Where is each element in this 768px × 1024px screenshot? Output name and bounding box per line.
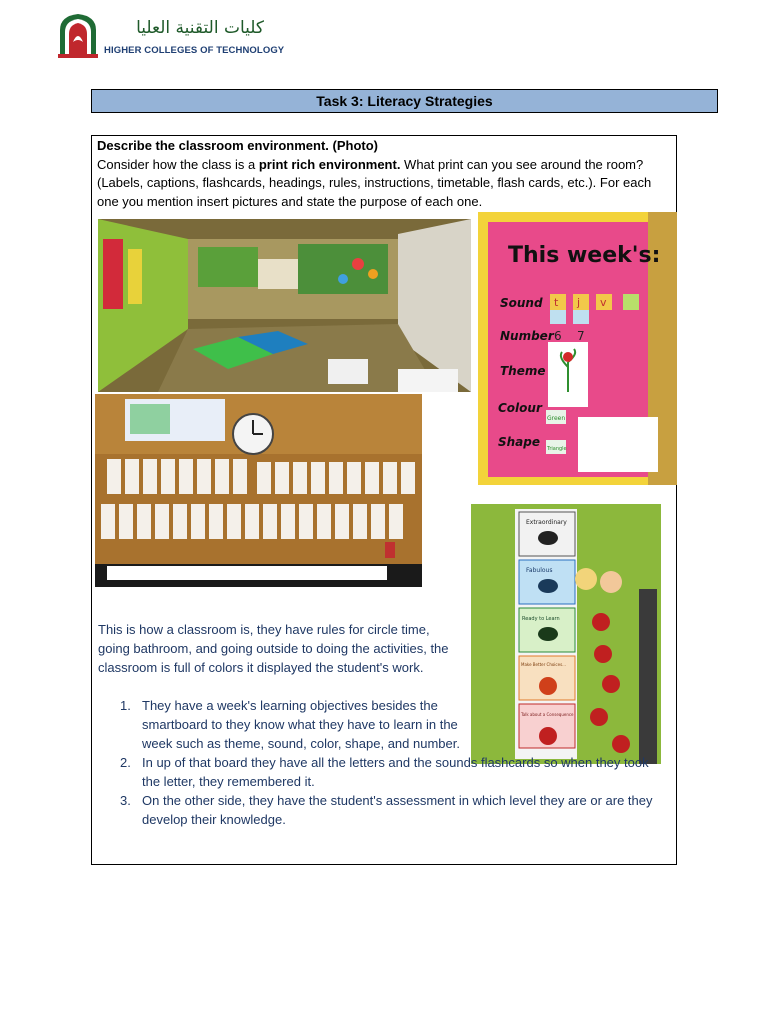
list-item-text: They have a week's learning objectives besides the smartboard to they know what they have to learn in the week such as theme, sound, color, shape, and number.	[142, 698, 460, 751]
list-item	[98, 696, 462, 753]
hct-logo	[56, 12, 285, 60]
board-title: This week's:	[508, 243, 661, 268]
chart-level-5: Talk about a Consequence	[521, 712, 574, 717]
prompt-line-pre: Consider how the class is a	[97, 156, 259, 172]
logo-arabic-text: كليات التقنية العليا	[136, 18, 264, 38]
board-sound-j: j	[577, 296, 581, 309]
prompt-line	[97, 156, 675, 175]
hct-emblem-icon	[56, 12, 100, 58]
answer-paragraph: This is how a classroom is, they have rules for circle time, going bathroom, and going outside to doing the activities, the classroom is full of colors it displayed the student's work.	[98, 622, 449, 675]
task-title: Task 3: Literacy Strategies	[91, 89, 718, 113]
chart-level-2: Fabulous	[526, 567, 553, 574]
prompt-line-post: What print can you see around the room?	[400, 156, 644, 172]
alphabet-wall-photo	[95, 394, 422, 587]
list-item-text: On the other side, they have the student's assessment in which level they are or are they develop their knowledge.	[142, 793, 653, 827]
chart-level-1: Extraordinary	[526, 519, 567, 526]
flashcards-row-2	[101, 504, 403, 539]
board-number-6: 6	[554, 329, 562, 343]
flashcards-row-1	[107, 459, 415, 494]
board-row-colour: Colour	[498, 401, 542, 415]
list-item-text: In up of that board they have all the letters and the sounds flashcards so when they took the letter, they remembered it.	[142, 755, 649, 789]
answer-list	[98, 696, 664, 829]
list-item	[98, 753, 664, 791]
chart-level-4: Make Better Choices...	[521, 662, 566, 667]
prompt-text	[97, 137, 675, 211]
list-item	[98, 791, 664, 829]
list-item-number: 1.	[120, 698, 131, 713]
prompt-heading: Describe the classroom environment. (Photo)	[97, 138, 379, 153]
classroom-photo	[98, 219, 471, 392]
board-row-shape: Shape	[498, 435, 541, 449]
prompt-line-bold: print rich environment.	[258, 156, 401, 172]
board-shape-card: Triangle	[547, 446, 567, 452]
board-row-theme: Theme	[500, 364, 546, 378]
chart-level-3: Ready to Learn	[522, 616, 560, 622]
list-item-number: 3.	[120, 793, 131, 808]
weekly-board-photo	[478, 212, 677, 485]
board-row-number: Number	[500, 329, 554, 343]
board-sound-t: t	[554, 296, 559, 309]
prompt-examples: (Labels, captions, flashcards, headings, rules, instructions, timetable, flash cards, etc.). For each one you mention insert pictures and state the purpose of each one.	[97, 175, 652, 209]
list-item-number: 2.	[120, 755, 131, 770]
board-number-7: 7	[577, 329, 585, 343]
board-sound-v: v	[600, 296, 607, 309]
board-colour-card: Green	[547, 415, 566, 422]
board-row-sound: Sound	[500, 296, 543, 310]
logo-english-text: HIGHER COLLEGES OF TECHNOLOGY	[104, 45, 285, 56]
